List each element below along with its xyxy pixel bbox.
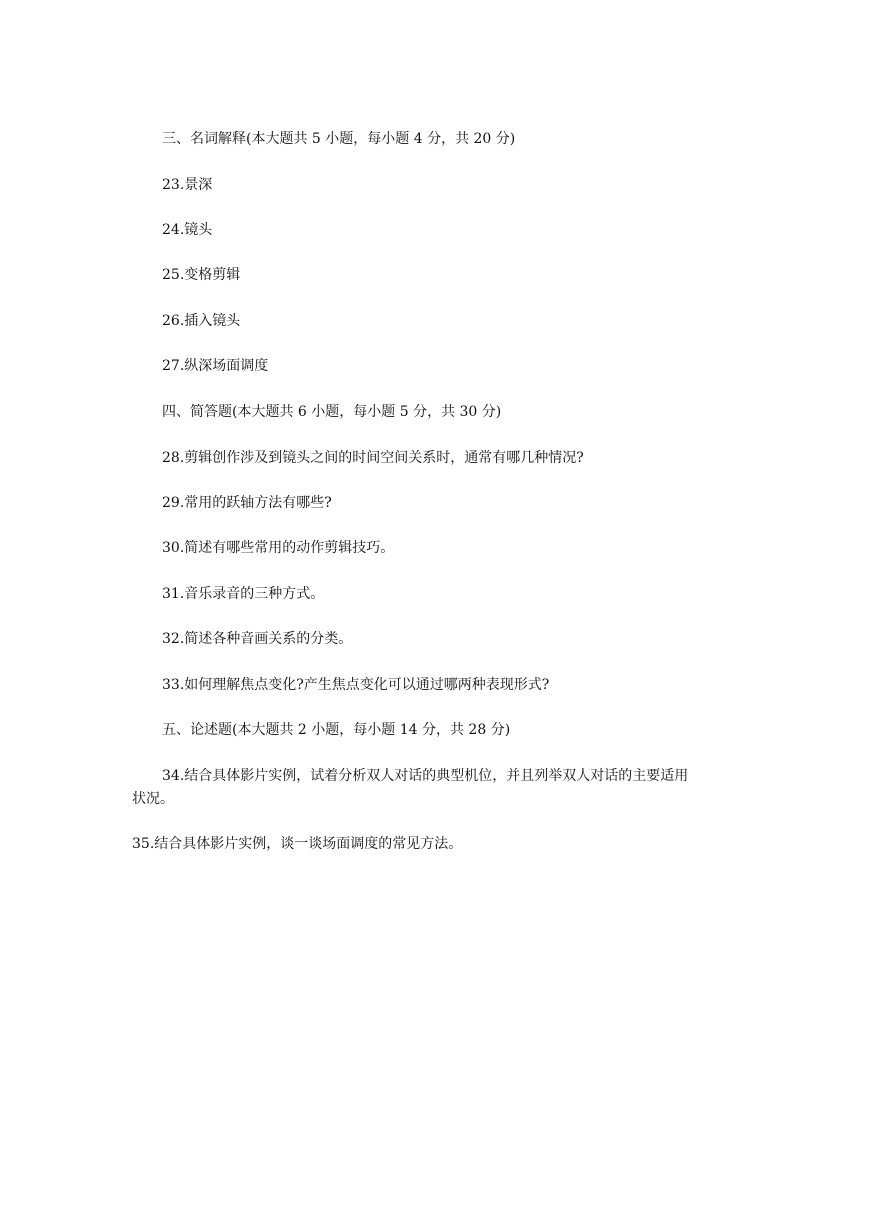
question-26: 26.插入镜头 — [162, 313, 241, 329]
section-4-heading: 四、简答题(本大题共 6 小题，每小题 5 分，共 30 分) — [162, 404, 502, 420]
question-27: 27.纵深场面调度 — [162, 358, 269, 374]
question-33: 33.如何理解焦点变化?产生焦点变化可以通过哪两种表现形式? — [162, 677, 550, 693]
question-31: 31.音乐录音的三种方式。 — [162, 586, 325, 602]
question-24: 24.镜头 — [162, 222, 213, 238]
question-23: 23.景深 — [162, 177, 213, 193]
question-35: 35.结合具体影片实例，谈一谈场面调度的常见方法。 — [132, 836, 463, 852]
section-5-heading: 五、论述题(本大题共 2 小题，每小题 14 分，共 28 分) — [162, 722, 511, 738]
question-34-line-1: 34.结合具体影片实例，试着分析双人对话的典型机位，并且列举双人对话的主要适用 — [162, 768, 689, 784]
question-29: 29.常用的跃轴方法有哪些? — [162, 495, 332, 511]
question-25: 25.变格剪辑 — [162, 267, 241, 283]
question-28: 28.剪辑创作涉及到镜头之间的时间空间关系时，通常有哪几种情况? — [162, 450, 584, 466]
section-3-heading: 三、名词解释(本大题共 5 小题，每小题 4 分，共 20 分) — [162, 131, 516, 147]
question-30: 30.简述有哪些常用的动作剪辑技巧。 — [162, 540, 395, 556]
question-32: 32.简述各种音画关系的分类。 — [162, 631, 353, 647]
question-34-line-2: 状况。 — [132, 791, 174, 807]
